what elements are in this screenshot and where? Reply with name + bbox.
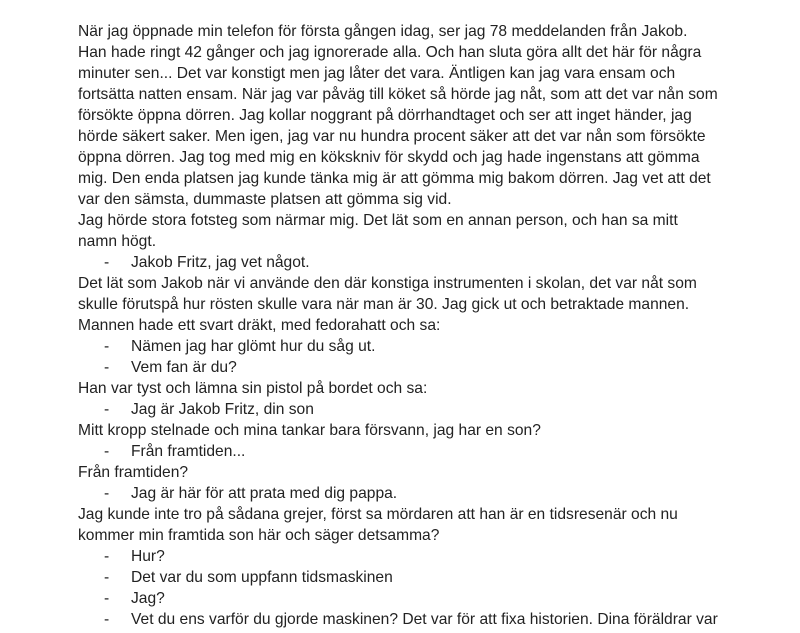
dialogue-list-item [78, 336, 788, 357]
paragraph [78, 420, 788, 441]
paragraph [78, 21, 788, 210]
dash-bullet-icon: - [104, 611, 110, 628]
paragraph [78, 378, 788, 399]
text-line: fortsätta natten ensam. När jag var påväg till köket så hörde jag nåt, som att det var nån som [78, 86, 718, 103]
dialogue-list-item [78, 252, 788, 273]
dash-bullet-icon: - [104, 569, 110, 586]
paragraph [78, 462, 788, 483]
list-item-text: Jag är här för att prata med dig pappa. [131, 485, 398, 502]
dash-bullet-icon: - [104, 359, 110, 376]
text-line: Mannen hade ett svart dräkt, med fedorahatt och sa: [78, 317, 441, 334]
text-line: försökte öppna dörren. Jag kollar noggrant på dörrhandtaget och ser att inget händer, jag [78, 107, 692, 124]
text-line: Han var tyst och lämna sin pistol på bordet och sa: [78, 380, 428, 397]
dialogue-list-item [78, 483, 788, 504]
dash-bullet-icon: - [104, 338, 110, 355]
text-line: skulle förutspå hur rösten skulle vara när man är 30. Jag gick ut och betraktade mannen. [78, 296, 690, 313]
text-line: Han hade ringt 42 gånger och jag ignorerade alla. Och han sluta göra allt det här för några [78, 44, 702, 61]
dialogue-list-item [78, 546, 788, 567]
list-item-text: Det var du som uppfann tidsmaskinen [131, 569, 393, 586]
list-item-text: Jag är Jakob Fritz, din son [131, 401, 314, 418]
dialogue-list-item [78, 399, 788, 420]
dialogue-list-item [78, 357, 788, 378]
dialogue-list-item [78, 567, 788, 588]
list-item-text: Jakob Fritz, jag vet något. [131, 254, 310, 271]
dialogue-list-item [78, 441, 788, 462]
list-item-text: Vem fan är du? [131, 359, 237, 376]
dash-bullet-icon: - [104, 548, 110, 565]
dialogue-list-item [78, 609, 788, 630]
text-line: minuter sen... Det var konstigt men jag låter det vara. Äntligen kan jag vara ensam och [78, 65, 676, 82]
list-item-text: Från framtiden... [131, 443, 246, 460]
text-line: mig. Den enda platsen jag kunde tänka mig är att gömma mig bakom dörren. Jag vet att det [78, 170, 711, 187]
list-item-text: Nämen jag har glömt hur du såg ut. [131, 338, 376, 355]
dash-bullet-icon: - [104, 590, 110, 607]
text-line: var den sämsta, dummaste platsen att gömma sig vid. [78, 191, 452, 208]
text-line: öppna dörren. Jag tog med mig en kökskniv för skydd och jag hade ingenstans att gömma [78, 149, 700, 166]
text-line: Det lät som Jakob när vi använde den där konstiga instrumenten i skolan, det var nåt som [78, 275, 697, 292]
list-item-text: Hur? [131, 548, 165, 565]
paragraph [78, 504, 788, 546]
list-item-text: Vet du ens varför du gjorde maskinen? Det var för att fixa historien. Dina föräldrar var [131, 611, 718, 628]
dialogue-list-item [78, 588, 788, 609]
document-body [78, 21, 788, 630]
paragraph [78, 273, 788, 336]
dash-bullet-icon: - [104, 401, 110, 418]
text-line: Från framtiden? [78, 464, 189, 481]
paragraph [78, 210, 788, 252]
text-line: Jag hörde stora fotsteg som närmar mig. Det lät som en annan person, och han sa mitt [78, 212, 678, 229]
text-line: Mitt kropp stelnade och mina tankar bara försvann, jag har en son? [78, 422, 541, 439]
text-line: kommer min framtida son här och säger detsamma? [78, 527, 440, 544]
dash-bullet-icon: - [104, 443, 110, 460]
text-line: namn högt. [78, 233, 157, 250]
list-item-text: Jag? [131, 590, 165, 607]
dash-bullet-icon: - [104, 485, 110, 502]
dash-bullet-icon: - [104, 254, 110, 271]
text-line: När jag öppnade min telefon för första gången idag, ser jag 78 meddelanden från Jakob. [78, 23, 688, 40]
text-line: hörde säkert saker. Men igen, jag var nu hundra procent säker att det var nån som försökte [78, 128, 706, 145]
text-line: Jag kunde inte tro på sådana grejer, först sa mördaren att han är en tidsresenär och nu [78, 506, 678, 523]
